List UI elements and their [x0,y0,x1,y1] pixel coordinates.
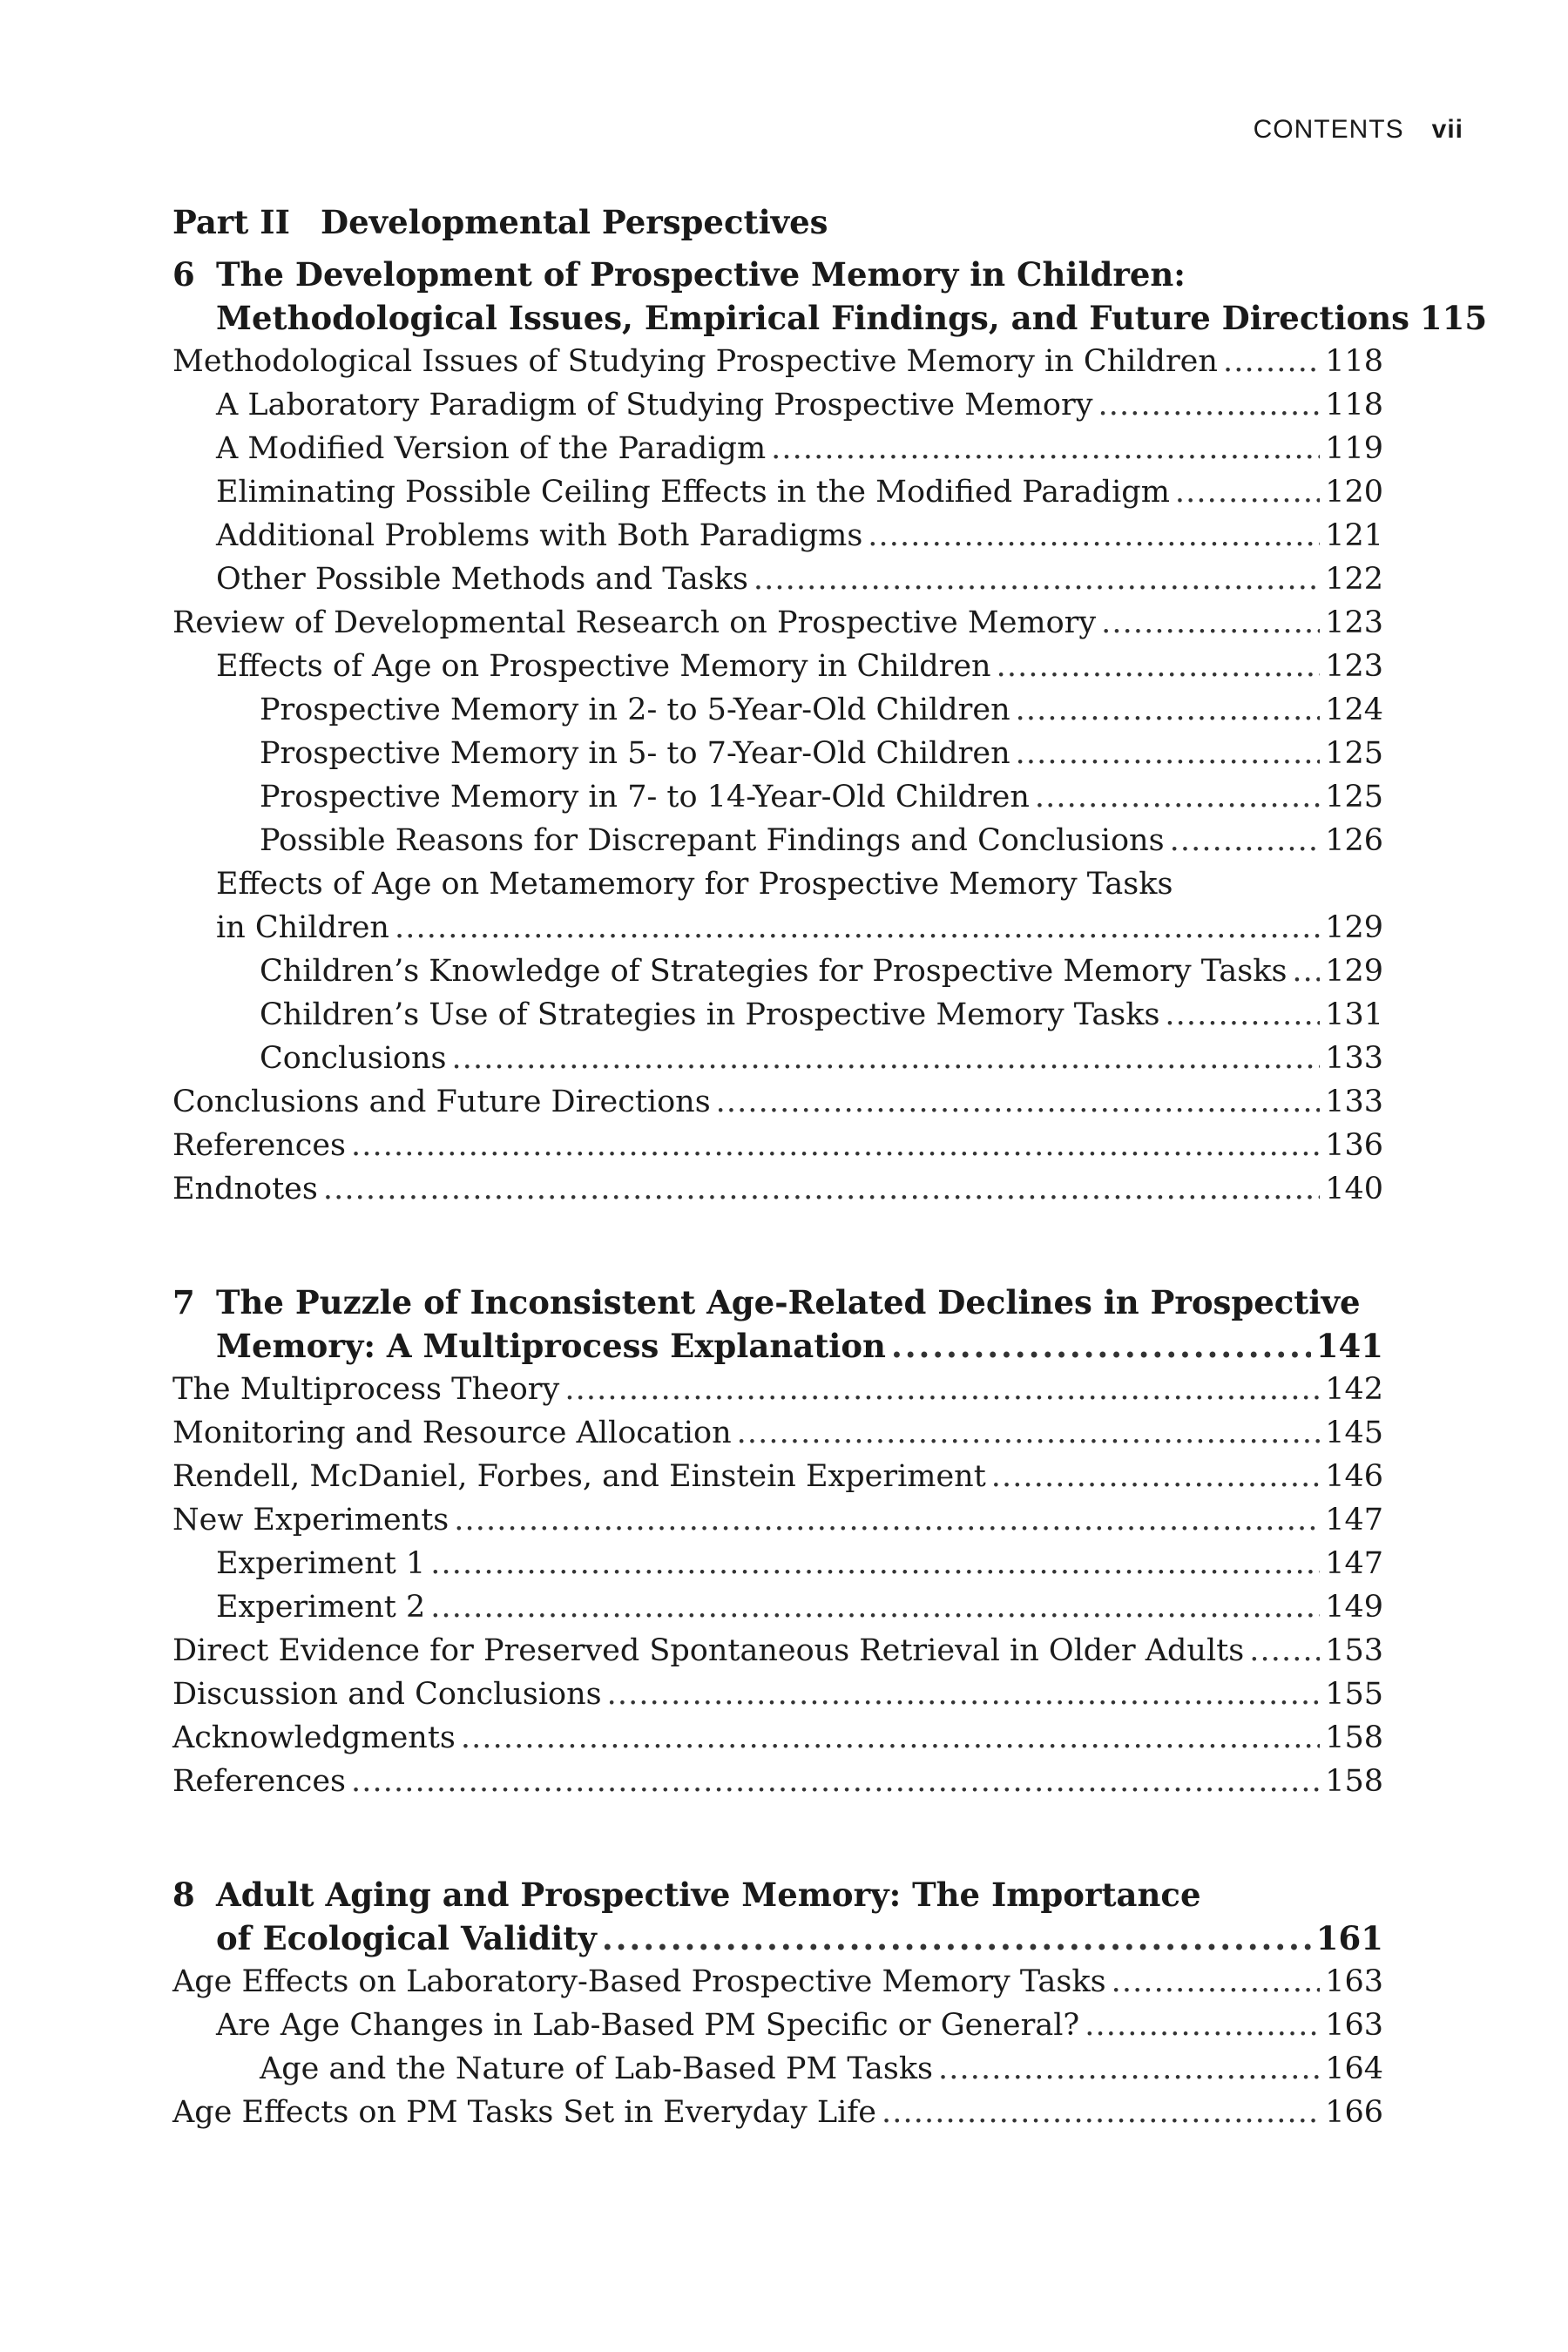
chapter-title-line1 [172,253,1383,296]
entry-text: Prospective Memory in 2- to 5-Year-Old Children [260,693,1010,727]
entry-text: Age Effects on Laboratory-Based Prospective Memory Tasks [172,1964,1106,1999]
toc-entry[interactable] [172,1455,1383,1498]
chapter-title-text: The Development of Prospective Memory in Children: [216,255,1186,294]
entry-text: Rendell, McDaniel, Forbes, and Einstein Experiment [172,1459,986,1494]
leader-dots [991,1455,1320,1498]
entry-text: Additional Problems with Both Paradigms [216,518,863,553]
toc-entry[interactable] [172,819,1383,862]
entry-text: Children’s Knowledge of Strategies for Prospective Memory Tasks [260,954,1288,989]
leader-dots [891,1324,1311,1368]
page-number: 149 [1325,1590,1383,1625]
toc-entry[interactable] [172,645,1383,688]
leader-dots [1165,993,1320,1037]
toc-entry[interactable] [172,775,1383,819]
entry-text: A Modified Version of the Paradigm [216,431,767,466]
part-title [172,200,1383,244]
leader-dots [351,1760,1320,1803]
entry-text: Review of Developmental Research on Prospective Memory [172,605,1097,640]
entry-text: A Laboratory Paradigm of Studying Prospective Memory [216,388,1093,422]
entry-text: Direct Evidence for Preserved Spontaneous Retrieval in Older Adults [172,1633,1245,1668]
entry-text: Effects of Age on Prospective Memory in Children [216,649,991,684]
toc-entry[interactable] [172,1037,1383,1080]
part-number: Part II [172,203,290,241]
chapter-8 [172,1873,1383,2134]
page-number: 164 [1325,2051,1383,2086]
table-of-contents [172,200,1488,2134]
page-number: 158 [1325,1764,1383,1799]
leader-dots [1292,950,1320,993]
leader-dots [1035,775,1320,819]
toc-entry[interactable] [172,1760,1383,1803]
toc-entry[interactable] [172,950,1383,993]
leader-dots [430,1585,1320,1629]
entry-text: Acknowledgments [172,1720,456,1755]
entry-text: Possible Reasons for Discrepant Findings and Conclusions [260,823,1165,858]
entry-text: New Experiments [172,1503,449,1538]
leader-dots [1085,2004,1320,2047]
page-number: 121 [1325,518,1383,553]
leader-dots [323,1167,1320,1211]
leader-dots [1112,1960,1321,2004]
toc-entry[interactable] [172,383,1383,427]
toc-entry[interactable] [172,1124,1383,1167]
leader-dots [351,1124,1320,1167]
leader-dots [1170,819,1321,862]
leader-dots [938,2047,1320,2091]
page-number: 146 [1325,1459,1383,1494]
entry-text: Discussion and Conclusions [172,1677,602,1712]
chapter-title-text: Memory: A Multiprocess Explanation [216,1327,886,1365]
page-number: 140 [1325,1172,1383,1206]
page-number: 155 [1325,1677,1383,1712]
page-number: 126 [1325,823,1383,858]
entry-text: Endnotes [172,1172,318,1206]
page-number: 118 [1325,388,1383,422]
entry-text: Monitoring and Resource Allocation [172,1416,732,1450]
running-header [1254,115,1463,145]
chapter-title-line2[interactable] [172,1916,1383,1960]
leader-dots [1101,601,1320,645]
entry-text: Eliminating Possible Ceiling Effects in the Modified Paradigm [216,475,1170,510]
toc-entry[interactable] [172,1673,1383,1716]
entry-text: Experiment 2 [216,1590,426,1625]
page-number: 158 [1325,1720,1383,1755]
page-number: 133 [1325,1085,1383,1119]
toc-entry[interactable] [172,2047,1383,2091]
leader-dots [1016,688,1321,732]
leader-dots [564,1368,1320,1411]
entry-text: The Multiprocess Theory [172,1372,560,1407]
entry-text: Effects of Age on Metamemory for Prospective Memory Tasks [216,867,1173,902]
toc-entry[interactable] [172,1411,1383,1455]
leader-dots [607,1673,1321,1716]
leader-dots [771,427,1320,470]
page-number: 125 [1325,736,1383,771]
entry-text: in Children [216,910,389,945]
page-number: 119 [1325,431,1383,466]
toc-entry[interactable] [172,1542,1383,1585]
page-number: 129 [1325,954,1383,989]
page-number: 120 [1325,475,1383,510]
page-number: 123 [1325,605,1383,640]
leader-dots [451,1037,1320,1080]
chapter-7 [172,1281,1383,1803]
chapter-number: 7 [172,1283,195,1321]
leader-dots [454,1498,1320,1542]
page-number: 147 [1325,1503,1383,1538]
chapter-number: 6 [172,255,195,294]
leader-dots [1016,732,1321,775]
entry-text: Methodological Issues of Studying Prospective Memory in Children [172,344,1218,379]
page-number: 163 [1325,1964,1383,1999]
chapter-title-line2[interactable] [172,296,1488,340]
toc-entry[interactable] [172,993,1383,1037]
page-number: 125 [1325,780,1383,814]
chapter-6 [172,253,1488,1211]
leader-dots [754,558,1320,601]
page-number: 147 [1325,1546,1383,1581]
entry-text: Age Effects on PM Tasks Set in Everyday Life [172,2095,876,2130]
toc-entry[interactable] [172,1368,1383,1411]
toc-entry[interactable] [172,732,1383,775]
chapter-title-line1 [172,1873,1383,1916]
page-number: 163 [1325,2008,1383,2043]
leader-dots [1223,340,1320,383]
toc-entry[interactable] [172,601,1383,645]
leader-dots [868,514,1320,558]
entry-text: Conclusions [260,1041,447,1076]
leader-dots [737,1411,1321,1455]
page-number: 161 [1315,1919,1383,1957]
chapter-title-text: The Puzzle of Inconsistent Age-Related Declines in Prospective [216,1283,1361,1321]
page-number: 129 [1325,910,1383,945]
toc-entry[interactable] [172,2091,1383,2134]
toc-entry[interactable] [172,1080,1383,1124]
toc-entry[interactable] [172,906,1383,950]
leader-dots [1249,1629,1320,1673]
leader-dots [602,1916,1311,1960]
toc-entry[interactable] [172,558,1383,601]
leader-dots [997,645,1321,688]
page-number: 122 [1325,562,1383,597]
entry-text: Are Age Changes in Lab-Based PM Specific or General? [216,2008,1080,2043]
chapter-title-text: Adult Aging and Prospective Memory: The Importance [216,1876,1201,1914]
leader-dots [1098,383,1321,427]
toc-entry[interactable] [172,1716,1383,1760]
leader-dots [882,2091,1320,2134]
chapter-number: 8 [172,1876,195,1914]
page-number: 153 [1325,1633,1383,1668]
entry-text: References [172,1764,346,1799]
entry-text: Age and the Nature of Lab-Based PM Tasks [260,2051,933,2086]
toc-entry[interactable] [172,1960,1383,2004]
toc-entry[interactable] [172,340,1383,383]
page-number: 166 [1325,2095,1383,2130]
entry-text: Children’s Use of Strategies in Prospective Memory Tasks [260,997,1160,1032]
entry-text: Prospective Memory in 5- to 7-Year-Old Children [260,736,1010,771]
page-number: 123 [1325,649,1383,684]
page-number: 141 [1315,1327,1383,1365]
toc-entry[interactable] [172,1498,1383,1542]
leader-dots [1175,470,1320,514]
toc-entry[interactable] [172,2004,1383,2047]
leader-dots [461,1716,1320,1760]
chapter-title-text: of Ecological Validity [216,1919,597,1957]
chapter-title-line1 [172,1281,1383,1324]
leader-dots [430,1542,1320,1585]
leader-dots [716,1080,1321,1124]
chapter-title-line2[interactable] [172,1324,1383,1368]
page-number: 133 [1325,1041,1383,1076]
page-number: 124 [1325,693,1383,727]
leader-dots [395,906,1320,950]
entry-text: Experiment 1 [216,1546,426,1581]
page-number: 118 [1325,344,1383,379]
toc-entry[interactable] [172,1629,1383,1673]
header-label: CONTENTS [1253,115,1404,144]
toc-entry[interactable] [172,470,1383,514]
toc-entry[interactable] [172,1585,1383,1629]
toc-entry[interactable] [172,862,1383,906]
toc-entry[interactable] [172,1167,1383,1211]
toc-entry[interactable] [172,427,1383,470]
chapter-title-text: Methodological Issues, Empirical Findings, and Future Directions [216,299,1409,337]
page-number: 145 [1325,1416,1383,1450]
entry-text: References [172,1128,346,1163]
entry-text: Conclusions and Future Directions [172,1085,711,1119]
page-number: 115 [1419,299,1488,337]
page-number: 136 [1325,1128,1383,1163]
part-name: Developmental Perspectives [321,203,828,241]
toc-entry[interactable] [172,688,1383,732]
page-number: 131 [1325,997,1383,1032]
header-page-number: vii [1431,115,1463,144]
page-number: 142 [1325,1372,1383,1407]
entry-text: Prospective Memory in 7- to 14-Year-Old Children [260,780,1030,814]
toc-entry[interactable] [172,514,1383,558]
entry-text: Other Possible Methods and Tasks [216,562,748,597]
